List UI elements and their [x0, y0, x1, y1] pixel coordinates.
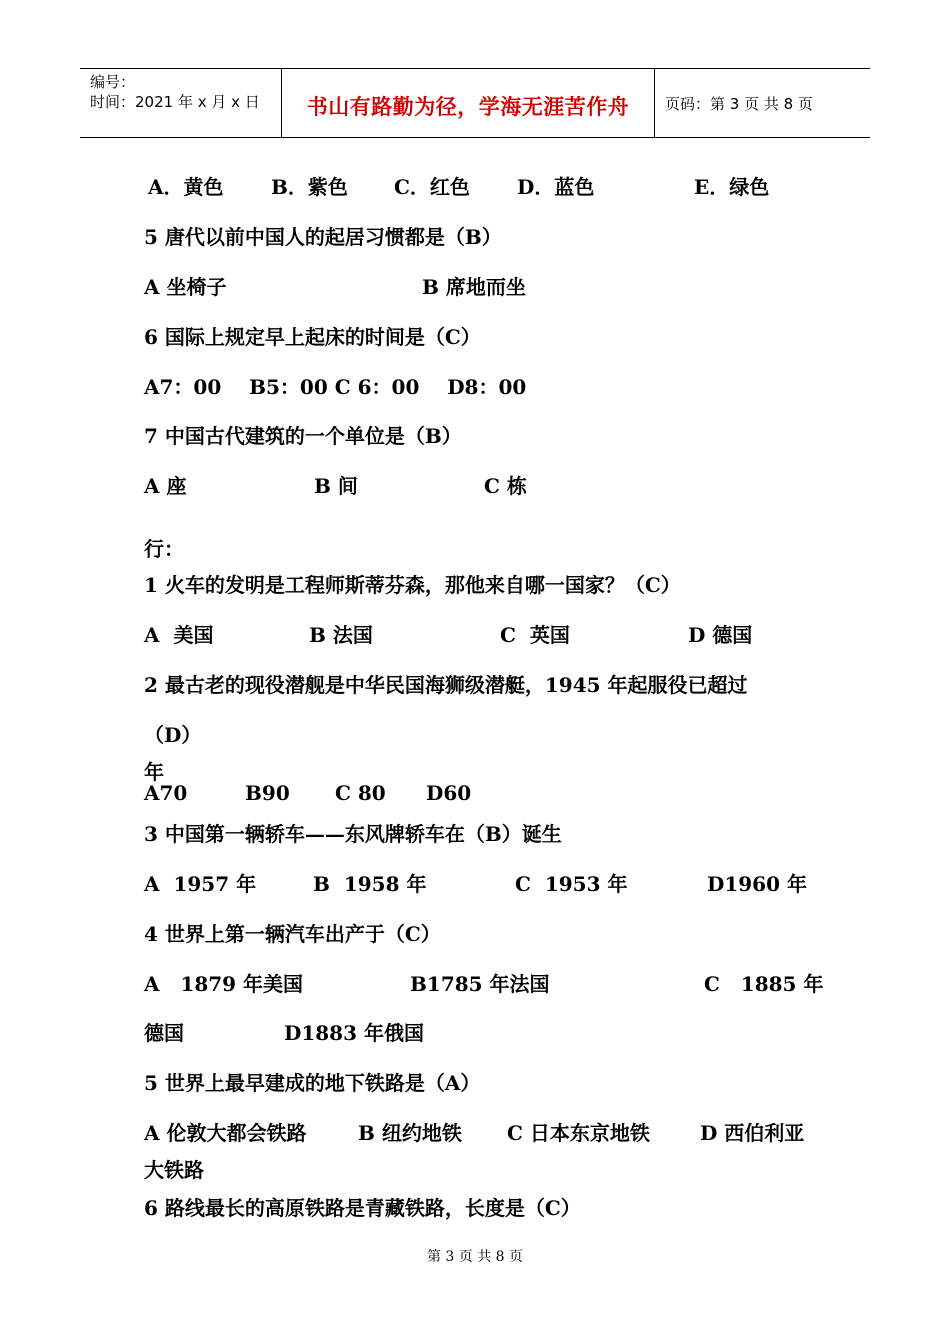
option-c: C 日本东京地铁 [507, 1121, 650, 1145]
option-c: C．红色 [394, 175, 470, 199]
answer-label: （D） [144, 723, 202, 747]
option-c-cont: 德国 [144, 1021, 184, 1045]
question-text: 3 中国第一辆轿车——东风牌轿车在（B）诞生 [144, 822, 562, 846]
option-d-cont: 大铁路 [144, 1158, 204, 1182]
option-b: B90 [245, 781, 290, 805]
option-a: A．黄色 [148, 175, 224, 199]
option-b: B 席地而坐 [422, 275, 526, 299]
option-a: A 1879 年美国 [144, 972, 304, 996]
option-a: A 1957 年 [144, 872, 257, 896]
option-b: B 法国 [309, 623, 373, 647]
date-label: 时间：2021 年 x 月 x 日 [90, 93, 260, 111]
page-number-label: 页码：第 3 页 共 8 页 [665, 95, 813, 113]
question-text: 6 国际上规定早上起床的时间是（C） [144, 325, 481, 349]
option-b: B 1958 年 [313, 872, 427, 896]
option-c: C 英国 [500, 623, 570, 647]
option-e: E．绿色 [694, 175, 770, 199]
page-header [80, 68, 870, 138]
option-b: B1785 年法国 [410, 972, 550, 996]
option-c: C 80 [335, 781, 386, 805]
option-a: A 美国 [144, 623, 214, 647]
header-page-cell [655, 69, 870, 137]
header-meta-cell [80, 69, 282, 137]
option-c: C 1953 年 [515, 872, 628, 896]
option-d: D．蓝色 [517, 175, 595, 199]
options-line: A7：00 B5：00 C 6：00 D8：00 [144, 375, 527, 399]
page-footer: 第 3 页 共 8 页 [426, 1249, 524, 1265]
option-a: A70 [144, 781, 188, 805]
option-d: D 德国 [688, 623, 753, 647]
option-d: D1960 年 [707, 872, 807, 896]
question-text: 7 中国古代建筑的一个单位是（B） [144, 424, 462, 448]
option-b: B．紫色 [271, 175, 348, 199]
option-d: D60 [426, 781, 472, 805]
header-motto-cell [282, 69, 655, 137]
option-a: A 伦敦大都会铁路 [144, 1121, 307, 1145]
question-text: 5 世界上最早建成的地下铁路是（A） [144, 1071, 481, 1095]
question-text: 5 唐代以前中国人的起居习惯都是（B） [144, 225, 502, 249]
option-d: D1883 年俄国 [284, 1021, 424, 1045]
option-a: A 坐椅子 [144, 275, 227, 299]
question-text-cont: 年 [144, 760, 164, 784]
option-b: B 间 [314, 474, 358, 498]
serial-label: 编号： [90, 73, 136, 91]
question-text: 4 世界上第一辆汽车出产于（C） [144, 922, 441, 946]
option-d: D 西伯利亚 [700, 1121, 805, 1145]
question-text: 2 最古老的现役潜舰是中华民国海狮级潜艇，1945 年起服役已超过 [144, 673, 748, 697]
option-a: A 座 [144, 474, 187, 498]
option-c: C 栋 [484, 474, 527, 498]
option-c: C 1885 年 [704, 972, 824, 996]
question-text: 6 路线最长的高原铁路是青藏铁路，长度是（C） [144, 1196, 581, 1220]
question-text: 1 火车的发明是工程师斯蒂芬森，那他来自哪一国家？（C） [144, 573, 681, 597]
option-b: B 纽约地铁 [358, 1121, 462, 1145]
section-label: 行： [144, 537, 184, 561]
motto: 书山有路勤为径，学海无涯苦作舟 [306, 95, 630, 119]
